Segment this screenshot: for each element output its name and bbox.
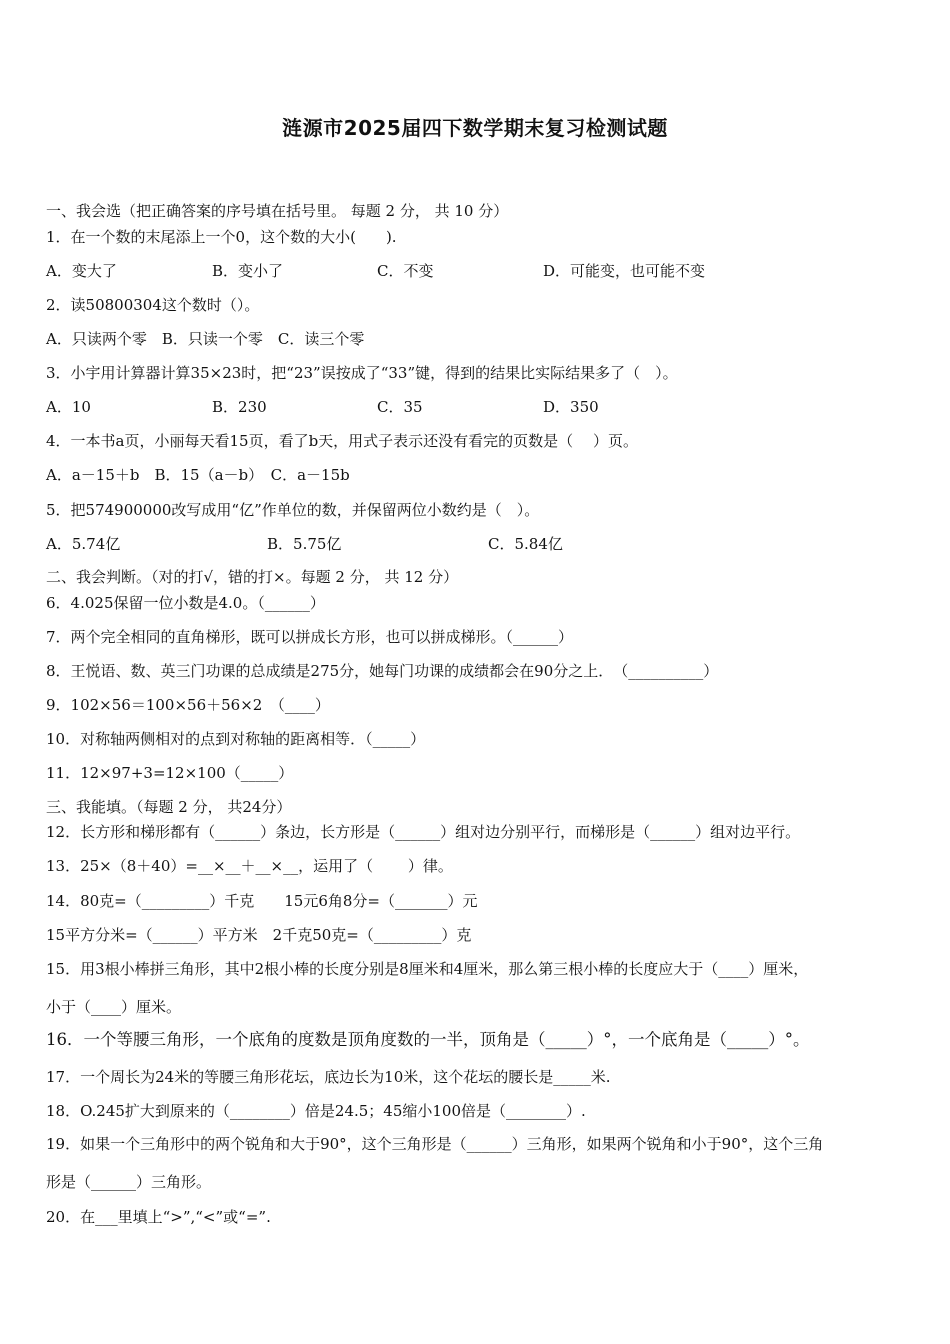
question-2-options: A．只读两个零 B．只读一个零 C．读三个零 xyxy=(46,330,365,348)
question-3-option-a: A．10 xyxy=(46,398,91,416)
question-1-option-c: C．不变 xyxy=(377,262,434,280)
question-1-option-a: A．变大了 xyxy=(46,262,117,280)
question-10: 10．对称轴两侧相对的点到对称轴的距离相等．（_____） xyxy=(46,730,426,748)
question-5-option-c: C．5.84亿 xyxy=(488,535,563,553)
question-16: 16．一个等腰三角形，一个底角的度数是顶角度数的一半，顶角是（_____）°，一个底角是（_____）°。 xyxy=(46,1030,810,1049)
question-18: 18．O.245扩大到原来的（________）倍是24.5；45缩小100倍是（________）. xyxy=(46,1102,586,1120)
question-12: 12．长方形和梯形都有（______）条边，长方形是（______）组对边分别平行，而梯形是（______）组对边平行。 xyxy=(46,823,801,841)
question-19-continued: 形是（______）三角形。 xyxy=(46,1173,212,1191)
question-11: 11．12×97+3=12×100（_____） xyxy=(46,764,294,782)
question-9: 9．102×56＝100×56＋56×2 （____） xyxy=(46,696,330,714)
question-14-continued: 15平方分米=（______）平方米 2千克50克=（_________）克 xyxy=(46,926,472,944)
question-5-option-b: B．5.75亿 xyxy=(267,535,342,553)
section-2-heading: 二、我会判断。（对的打√，错的打×。每题 2 分， 共 12 分） xyxy=(46,568,459,586)
question-1-option-b: B．变小了 xyxy=(212,262,284,280)
section-3-heading: 三、我能填。（每题 2 分， 共24分） xyxy=(46,798,292,816)
question-5-option-a: A．5.74亿 xyxy=(46,535,121,553)
question-3-option-d: D．350 xyxy=(543,398,599,416)
question-19: 19．如果一个三角形中的两个锐角和大于90°，这个三角形是（______）三角形，如果两个锐角和小于90°，这个三角 xyxy=(46,1135,824,1153)
question-3-option-c: C．35 xyxy=(377,398,423,416)
question-15-continued: 小于（____）厘米。 xyxy=(46,998,182,1016)
question-13: 13．25×（8＋40）=__×__＋__×__，运用了（ ）律。 xyxy=(46,857,453,875)
question-1-option-d: D．可能变，也可能不变 xyxy=(543,262,706,280)
question-2: 2．读50800304这个数时（）。 xyxy=(46,296,260,314)
question-1: 1．在一个数的末尾添上一个0，这个数的大小( ). xyxy=(46,228,397,246)
question-3-option-b: B．230 xyxy=(212,398,267,416)
question-5: 5．把574900000改写成用“亿”作单位的数，并保留两位小数约是（ ）。 xyxy=(46,501,540,519)
question-7: 7．两个完全相同的直角梯形，既可以拼成长方形，也可以拼成梯形。（______） xyxy=(46,628,574,646)
question-15: 15．用3根小棒拼三角形，其中2根小棒的长度分别是8厘米和4厘米，那么第三根小棒的长度应大于（____）厘米， xyxy=(46,960,809,978)
question-3: 3．小宇用计算器计算35×23时，把“23”误按成了“33”键，得到的结果比实际结果多了（ ）。 xyxy=(46,364,678,382)
section-1-heading: 一、我会选（把正确答案的序号填在括号里。 每题 2 分， 共 10 分） xyxy=(46,202,509,220)
question-6: 6．4.025保留一位小数是4.0。（______） xyxy=(46,594,325,612)
question-14: 14．80克=（_________）千克 15元6角8分=（_______）元 xyxy=(46,892,478,910)
exam-title: 涟源市2025届四下数学期末复习检测试题 xyxy=(282,116,668,140)
question-4-options: A．a－15＋b B．15（a－b） C．a－15b xyxy=(46,466,350,484)
question-20: 20．在___里填上“>”,“<”或“=”. xyxy=(46,1208,271,1226)
question-4: 4．一本书a页，小丽每天看15页，看了b天，用式子表示还没有看完的页数是（ ）页。 xyxy=(46,432,638,450)
question-8: 8．王悦语、数、英三门功课的总成绩是275分，她每门功课的成绩都会在90分之上． （__________） xyxy=(46,662,719,680)
question-17: 17．一个周长为24米的等腰三角形花坛，底边长为10米，这个花坛的腰长是_____米. xyxy=(46,1068,611,1086)
